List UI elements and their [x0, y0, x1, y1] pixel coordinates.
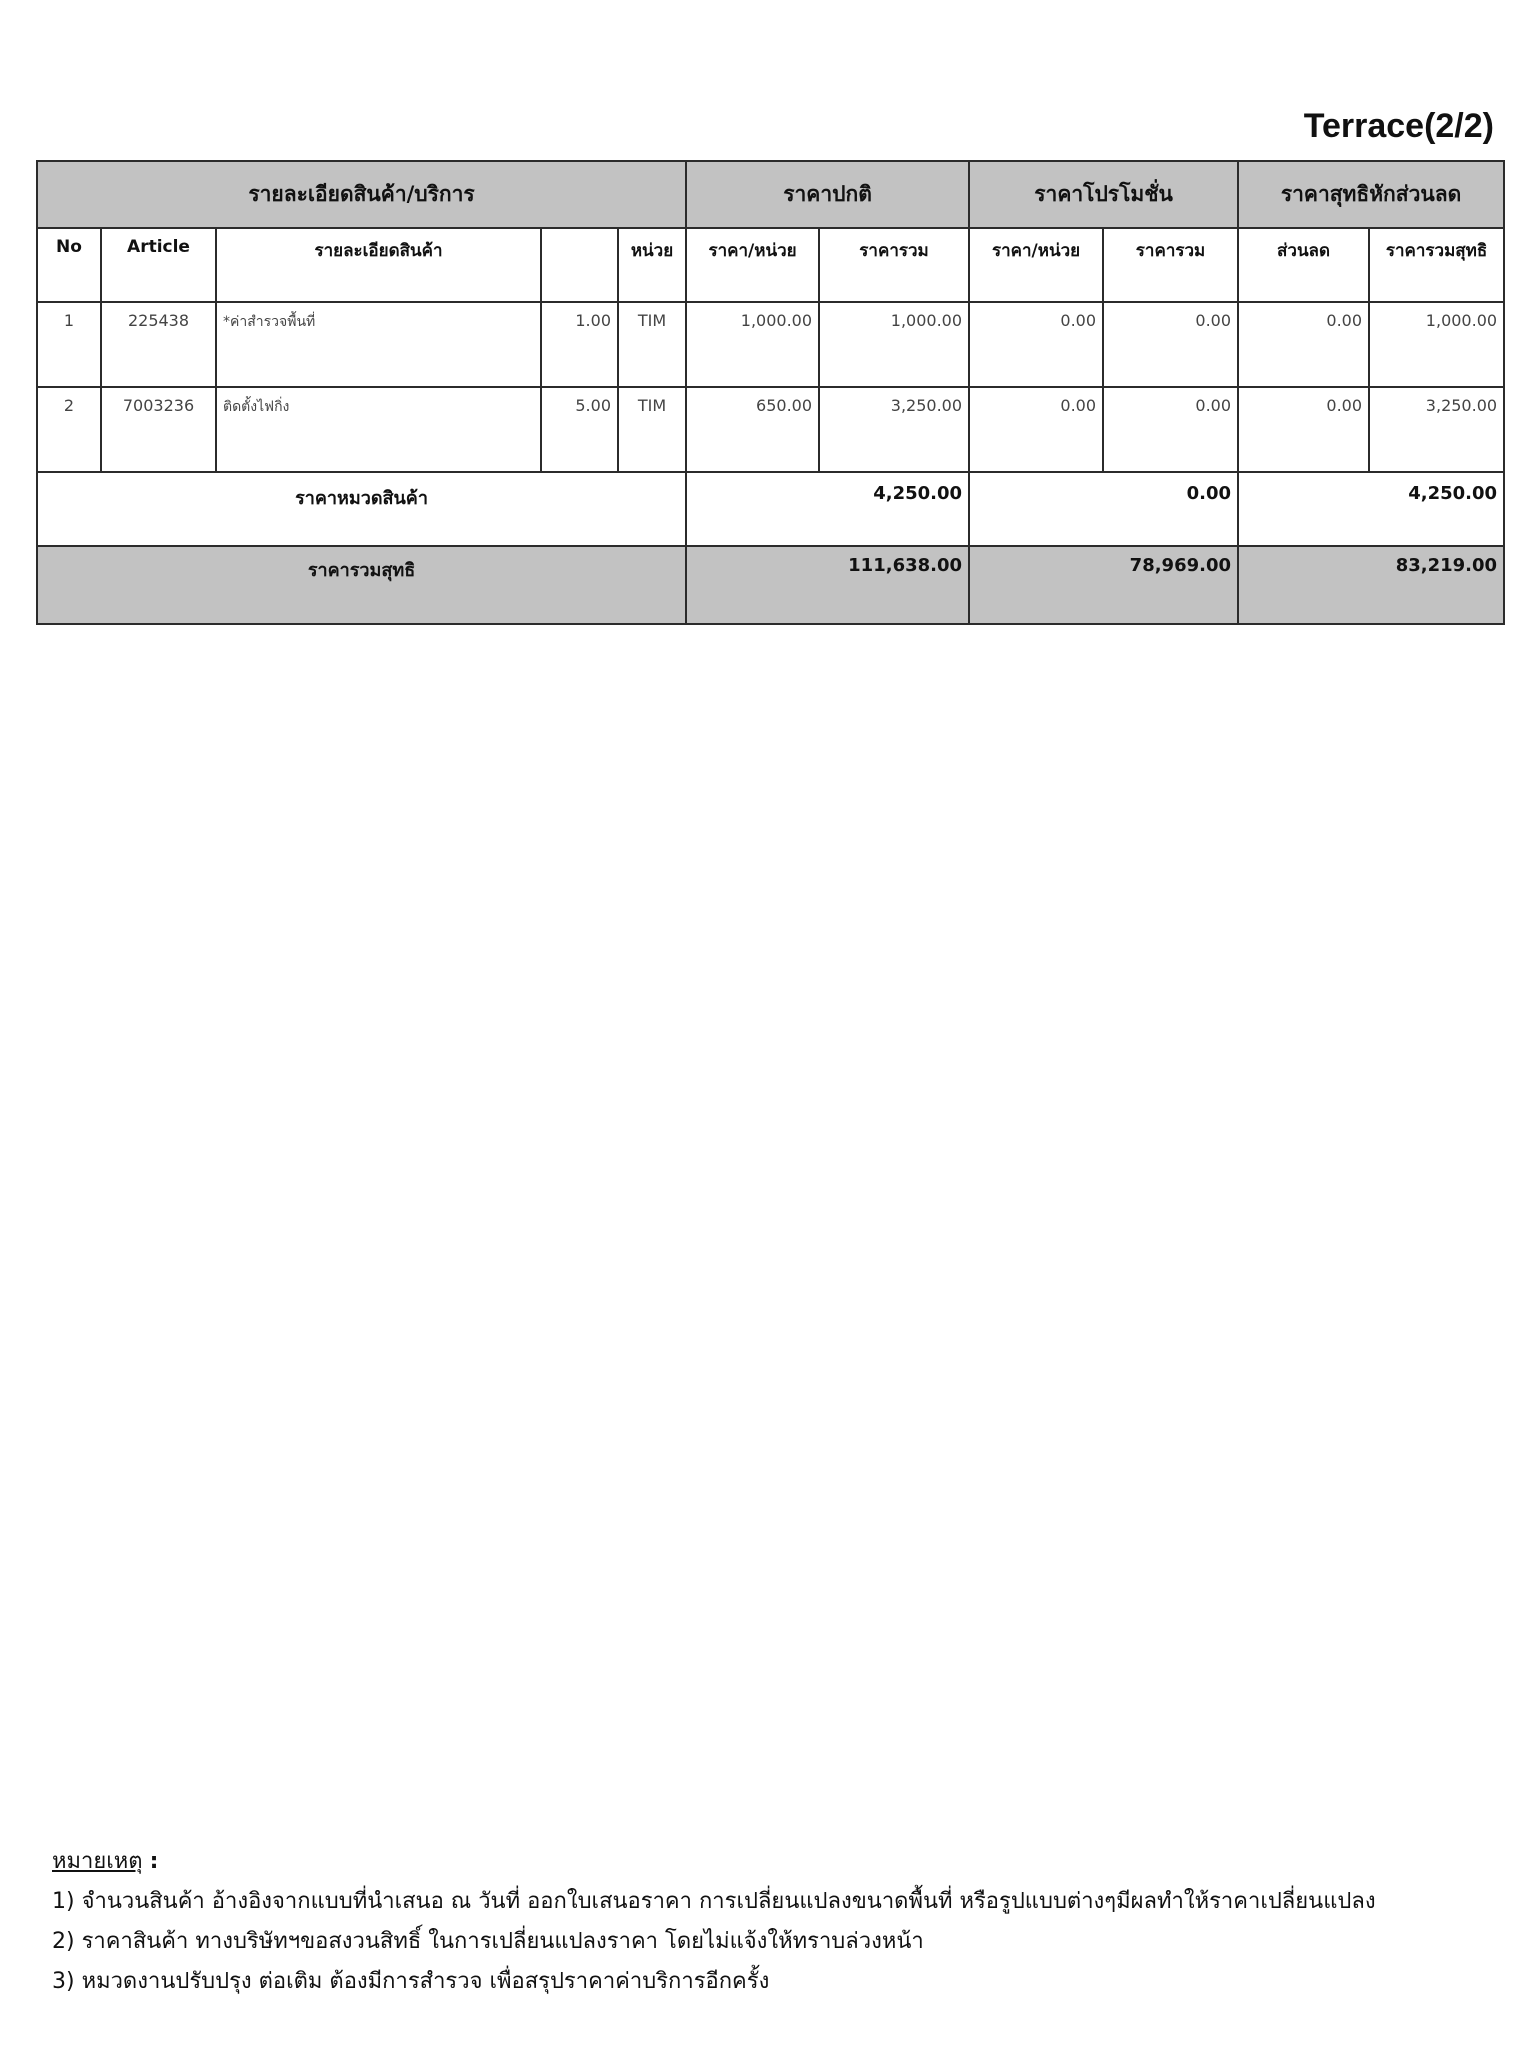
cell-discount: 0.00 — [1238, 387, 1369, 472]
col-header-normal-total: ราคารวม — [819, 228, 969, 302]
cell-normal-total: 1,000.00 — [819, 302, 969, 387]
col-header-discount: ส่วนลด — [1238, 228, 1369, 302]
col-header-qty — [541, 228, 618, 302]
col-header-description: รายละเอียดสินค้า — [216, 228, 541, 302]
subtotal-normal: 4,250.00 — [686, 472, 969, 546]
cell-qty: 1.00 — [541, 302, 618, 387]
grand-total-normal: 111,638.00 — [686, 546, 969, 624]
subtotal-promo: 0.00 — [969, 472, 1238, 546]
cell-no: 1 — [37, 302, 101, 387]
cell-unit: TIM — [618, 387, 686, 472]
grand-total-row — [37, 546, 1504, 624]
grand-total-net: 83,219.00 — [1238, 546, 1504, 624]
col-header-net-total: ราคารวมสุทธิ — [1369, 228, 1504, 302]
cell-normal-unit-price: 1,000.00 — [686, 302, 819, 387]
cell-net-total: 3,250.00 — [1369, 387, 1504, 472]
note-item-1: 1) จำนวนสินค้า อ้างอิงจากแบบที่นำเสนอ ณ วันที่ ออกใบเสนอราคา การเปลี่ยนแปลงขนาดพื้นที่ หรือรูปแบบต่างๆมีผลทำให้ราคาเปลี่ยนแปลง — [52, 1889, 1376, 1914]
cell-article: 225438 — [101, 302, 216, 387]
note-item-3: 3) หมวดงานปรับปรุง ต่อเติม ต้องมีการสำรวจ เพื่อสรุปราคาค่าบริการอีกครั้ง — [52, 1969, 770, 1994]
cell-normal-total: 3,250.00 — [819, 387, 969, 472]
group-header-net-price: ราคาสุทธิหักส่วนลด — [1238, 161, 1504, 228]
col-header-promo-total: ราคารวม — [1103, 228, 1238, 302]
grand-total-promo: 78,969.00 — [969, 546, 1238, 624]
cell-no: 2 — [37, 387, 101, 472]
cell-promo-unit-price: 0.00 — [969, 302, 1103, 387]
col-header-normal-unit-price: ราคา/หน่วย — [686, 228, 819, 302]
cell-article: 7003236 — [101, 387, 216, 472]
notes-heading-colon: : — [149, 1849, 159, 1874]
table-row — [37, 387, 1504, 472]
cell-unit: TIM — [618, 302, 686, 387]
cell-promo-unit-price: 0.00 — [969, 387, 1103, 472]
cell-net-total: 1,000.00 — [1369, 302, 1504, 387]
note-item-2: 2) ราคาสินค้า ทางบริษัทฯขอสงวนสิทธิ์ ในการเปลี่ยนแปลงราคา โดยไม่แจ้งให้ทราบล่วงหน้า — [52, 1929, 924, 1954]
group-header-details: รายละเอียดสินค้า/บริการ — [37, 161, 686, 228]
cell-normal-unit-price: 650.00 — [686, 387, 819, 472]
subtotal-label: ราคาหมวดสินค้า — [37, 472, 686, 546]
cell-description: ติดตั้งไฟกิ่ง — [216, 387, 541, 472]
column-header-row — [37, 228, 1504, 302]
cell-discount: 0.00 — [1238, 302, 1369, 387]
subtotal-net: 4,250.00 — [1238, 472, 1504, 546]
col-header-no: No — [37, 228, 101, 302]
group-header-normal-price: ราคาปกติ — [686, 161, 969, 228]
subtotal-row — [37, 472, 1504, 546]
grand-total-label: ราคารวมสุทธิ — [37, 546, 686, 624]
notes-section — [52, 1842, 1376, 2002]
col-header-promo-unit-price: ราคา/หน่วย — [969, 228, 1103, 302]
col-header-article: Article — [101, 228, 216, 302]
cell-promo-total: 0.00 — [1103, 387, 1238, 472]
col-header-unit: หน่วย — [618, 228, 686, 302]
cell-qty: 5.00 — [541, 387, 618, 472]
notes-heading — [52, 1842, 1376, 1882]
page-title: Terrace(2/2) — [1303, 107, 1494, 145]
table-row — [37, 302, 1504, 387]
group-header-promo-price: ราคาโปรโมชั่น — [969, 161, 1238, 228]
notes-heading-label: หมายเหตุ — [52, 1849, 143, 1874]
quotation-table — [36, 160, 1505, 625]
group-header-row — [37, 161, 1504, 228]
cell-promo-total: 0.00 — [1103, 302, 1238, 387]
cell-description: *ค่าสำรวจพื้นที่ — [216, 302, 541, 387]
